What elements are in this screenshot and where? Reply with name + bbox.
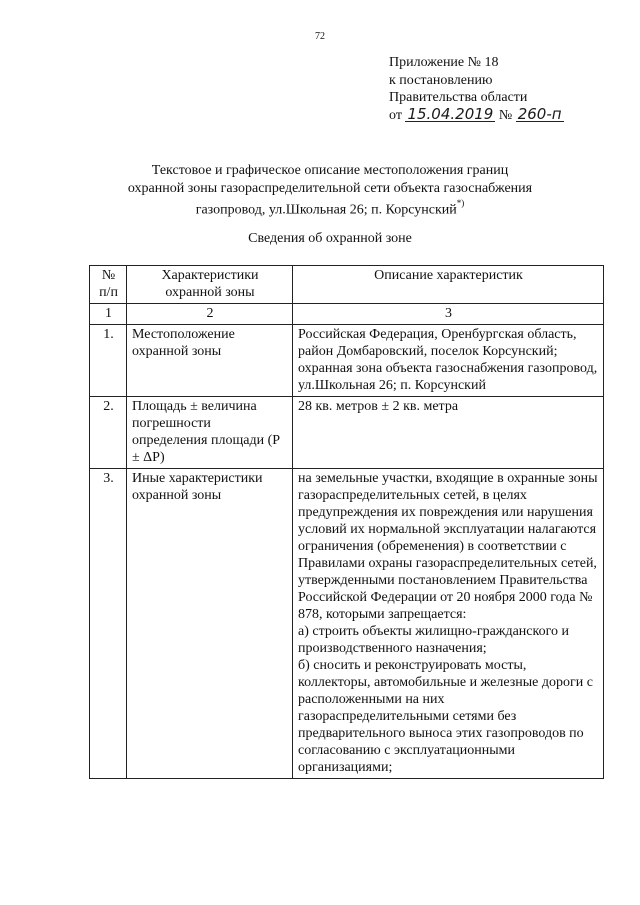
header-characteristic: Характеристики охранной зоны <box>127 266 293 304</box>
handwritten-number: 260-п <box>517 104 562 123</box>
title-line-3 <box>60 197 600 219</box>
row-number: 1. <box>90 325 127 397</box>
table-row <box>90 469 604 779</box>
table-row <box>90 325 604 397</box>
footnote-mark: *) <box>456 198 465 208</box>
header-num: № п/п <box>90 266 127 304</box>
appendix-resolution-ref: к постановлению <box>389 72 493 88</box>
restriction-item-a: а) строить объекты жилищно-гражданского и производственного назначения; <box>298 624 569 656</box>
restriction-item-b: б) сносить и реконструировать мосты, коллекторы, автомобильные и железные дороги с расположенными на них газораспределительными сетями без предварительного выноса этих газопроводов по согласованию с эксплуатационными организациями; <box>298 658 593 775</box>
row-number: 2. <box>90 397 127 469</box>
row-description: на земельные участки, входящие в охранные зоны газораспределительных сетей, в целях предупреждения их повреждения или нарушения условий их нормальной эксплуатации налагаются ограничения (обременения) в соответствии с Правилами охраны газораспределительных сетей, утвержденными постановлением Правительства Российской Федерации от 20 ноября 2000 года № 878, которыми запрещается: <box>298 471 598 622</box>
appendix-government: Правительства области <box>389 90 528 105</box>
column-number-1: 1 <box>90 304 127 325</box>
section-subtitle: Сведения об охранной зоне <box>248 231 412 246</box>
row-number: 3. <box>90 469 127 779</box>
title-line-1: Текстовое и графическое описание местоположения границ <box>151 163 509 178</box>
row-characteristic: Местоположение охранной зоны <box>127 325 293 397</box>
row-characteristic: Площадь ± величина погрешности определения площади (P ± ΔP) <box>127 397 293 469</box>
appendix-date-line <box>389 104 564 125</box>
row-description: Российская Федерация, Оренбургская область, район Домбаровский, поселок Корсунский; охранная зона объекта газоснабжения газопровод, ул.Школьная 26; п. Корсунский <box>293 325 604 397</box>
column-number-3: 3 <box>293 304 604 325</box>
page-number: 72 <box>315 31 325 42</box>
protection-zone-table <box>89 265 604 779</box>
title-line-2: охранной зоны газораспределительной сети объекта газоснабжения <box>127 180 533 196</box>
handwritten-date: 15.04.2019 <box>407 104 494 123</box>
document-title <box>60 162 600 219</box>
number-prefix: № <box>498 107 513 123</box>
row-characteristic: Иные характеристики охранной зоны <box>127 469 293 779</box>
row-description-cell <box>293 469 604 779</box>
column-number-2: 2 <box>127 304 293 325</box>
header-description: Описание характеристик <box>293 266 604 304</box>
table-row <box>90 397 604 469</box>
title-line-3-text: газопровод, ул.Школьная 26; п. Корсунский <box>195 202 457 218</box>
column-number-row <box>90 304 604 325</box>
appendix-title: Приложение № 18 <box>389 55 499 70</box>
appendix-block <box>389 54 564 124</box>
date-prefix: от <box>389 107 402 123</box>
table-header-row <box>90 266 604 304</box>
row-description: 28 кв. метров ± 2 кв. метра <box>293 397 604 469</box>
